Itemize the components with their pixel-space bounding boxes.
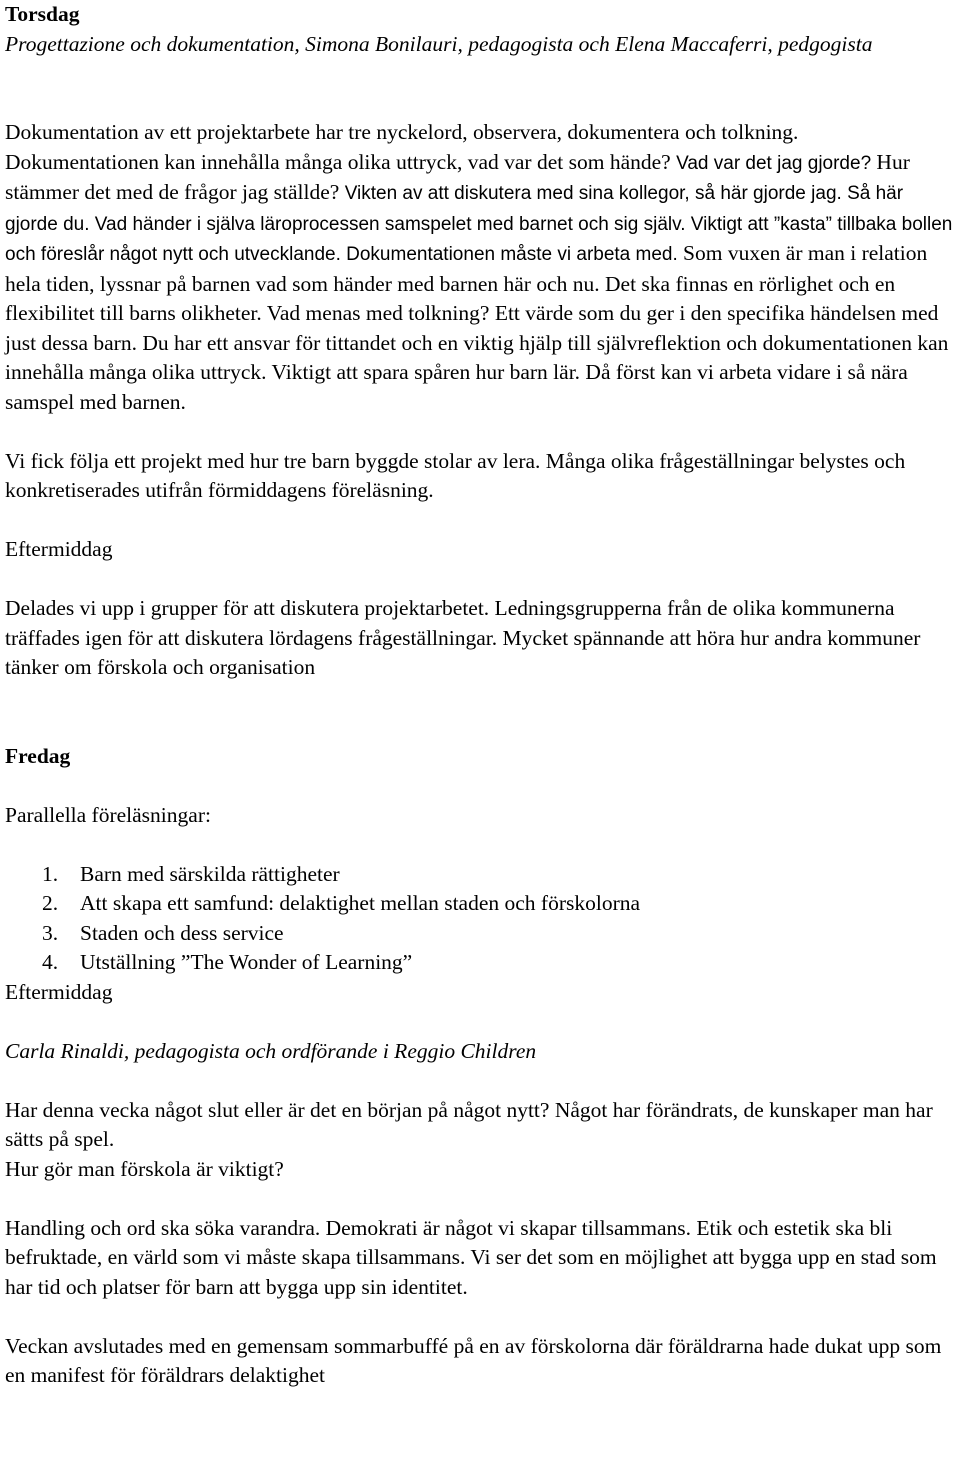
paragraph-segment: Du har ett ansvar för tittandet och en viktig hjälp till självreflektion och dokumentationen kan innehålla många olika uttryck. Viktigt att spara spåren hur barn lär. Då först kan vi arbeta vidare i så nära samspel med barnen. xyxy=(5,330,949,414)
paragraph-documentation xyxy=(5,118,957,417)
speaker-line: Carla Rinaldi, pedagogista och ordförande i Reggio Children xyxy=(5,1038,537,1063)
paragraph-segment: Dokumentation av ett projektarbete har tre nyckelord, observera, dokumentera och tolkning. Dokumentationen kan innehålla många olika uttryck, vad var det som hände? xyxy=(5,120,799,174)
lectures-intro: Parallella föreläsningar: xyxy=(5,802,211,827)
list-item xyxy=(5,919,957,949)
list-number: 1. xyxy=(42,861,59,886)
list-number: 3. xyxy=(42,920,59,945)
paragraph-line: Har denna vecka något slut eller är det en början på något nytt? Något har förändrats, de kunskaper man har sätts på spel. xyxy=(5,1097,933,1151)
paragraph-segment: Hur stämmer det med de frågor jag ställde? xyxy=(5,149,910,204)
paragraph-project: Vi fick följa ett projekt med hur tre barn byggde stolar av lera. Många olika frågeställningar belystes och konkretiserades utifrån förmiddagens föreläsning. xyxy=(5,448,906,502)
paragraph-segment: Som vuxen är man i relation hela tiden, lyssnar på barnen vad som händer med barnen här och nu. Det ska finnas en rörlighet och en flexibilitet till barns olikheter. Vad menas med tolkning? Ett värde som du ger i den specifika händelsen med just dessa barn. xyxy=(5,241,939,355)
heading-torsdag: Torsdag xyxy=(5,2,80,26)
paragraph-groups: Delades vi upp i grupper för att diskutera projektarbetet. Ledningsgrupperna från de olika kommunerna träffades igen för att diskutera lördagens frågeställningar. Mycket spännande att höra hur andra kommuner tänker om förskola och organisation xyxy=(5,596,921,679)
paragraph-line: Hur gör man förskola är viktigt? xyxy=(5,1156,284,1181)
lectures-list xyxy=(5,860,957,978)
heading-eftermiddag-torsdag: Eftermiddag xyxy=(5,537,113,561)
list-number: 2. xyxy=(42,891,59,915)
paragraph-democracy: Handling och ord ska söka varandra. Demokrati är något vi skapar tillsammans. Etik och estetik ska bli befruktade, en värld som vi måste skapa tillsammans. Vi ser det som en möjlighet att bygga upp en stad som har tid och platser för barn att bygga upp sin identitet. xyxy=(5,1215,937,1299)
list-item-text: Barn med särskilda rättigheter xyxy=(80,861,340,886)
document-page xyxy=(5,0,957,1391)
list-item-text: Att skapa ett samfund: delaktighet mellan staden och förskolorna xyxy=(80,891,641,915)
list-item-text: Staden och dess service xyxy=(80,920,284,945)
paragraph-week xyxy=(5,1096,957,1185)
paragraph-segment: Vikten av att diskutera med sina kollegor, så här gjorde jag. Så här gjorde du. Vad händer i själva läroprocessen samspelet med barnet och sig själv. Viktigt att ”kasta” tillbaka bollen och föreslår något nytt och utvecklande. Dokumentationen måste vi arbeta med. xyxy=(5,183,953,265)
list-item xyxy=(5,860,957,890)
heading-eftermiddag-fredag: Eftermiddag xyxy=(5,979,113,1004)
list-item xyxy=(5,948,957,978)
heading-fredag: Fredag xyxy=(5,743,71,768)
paragraph-closing: Veckan avslutades med en gemensam sommarbuffé på en av förskolorna där föräldrarna hade dukat upp som en manifest för föräldrars delaktighet xyxy=(5,1333,942,1387)
list-number: 4. xyxy=(42,950,59,974)
list-item xyxy=(5,889,957,919)
list-item-text: Utställning ”The Wonder of Learning” xyxy=(80,950,413,974)
session-subtitle: Progettazione och dokumentation, Simona Bonilauri, pedagogista och Elena Maccaferri, pedgogista xyxy=(5,31,873,56)
paragraph-segment: Vad var det jag gjorde? xyxy=(676,152,877,174)
